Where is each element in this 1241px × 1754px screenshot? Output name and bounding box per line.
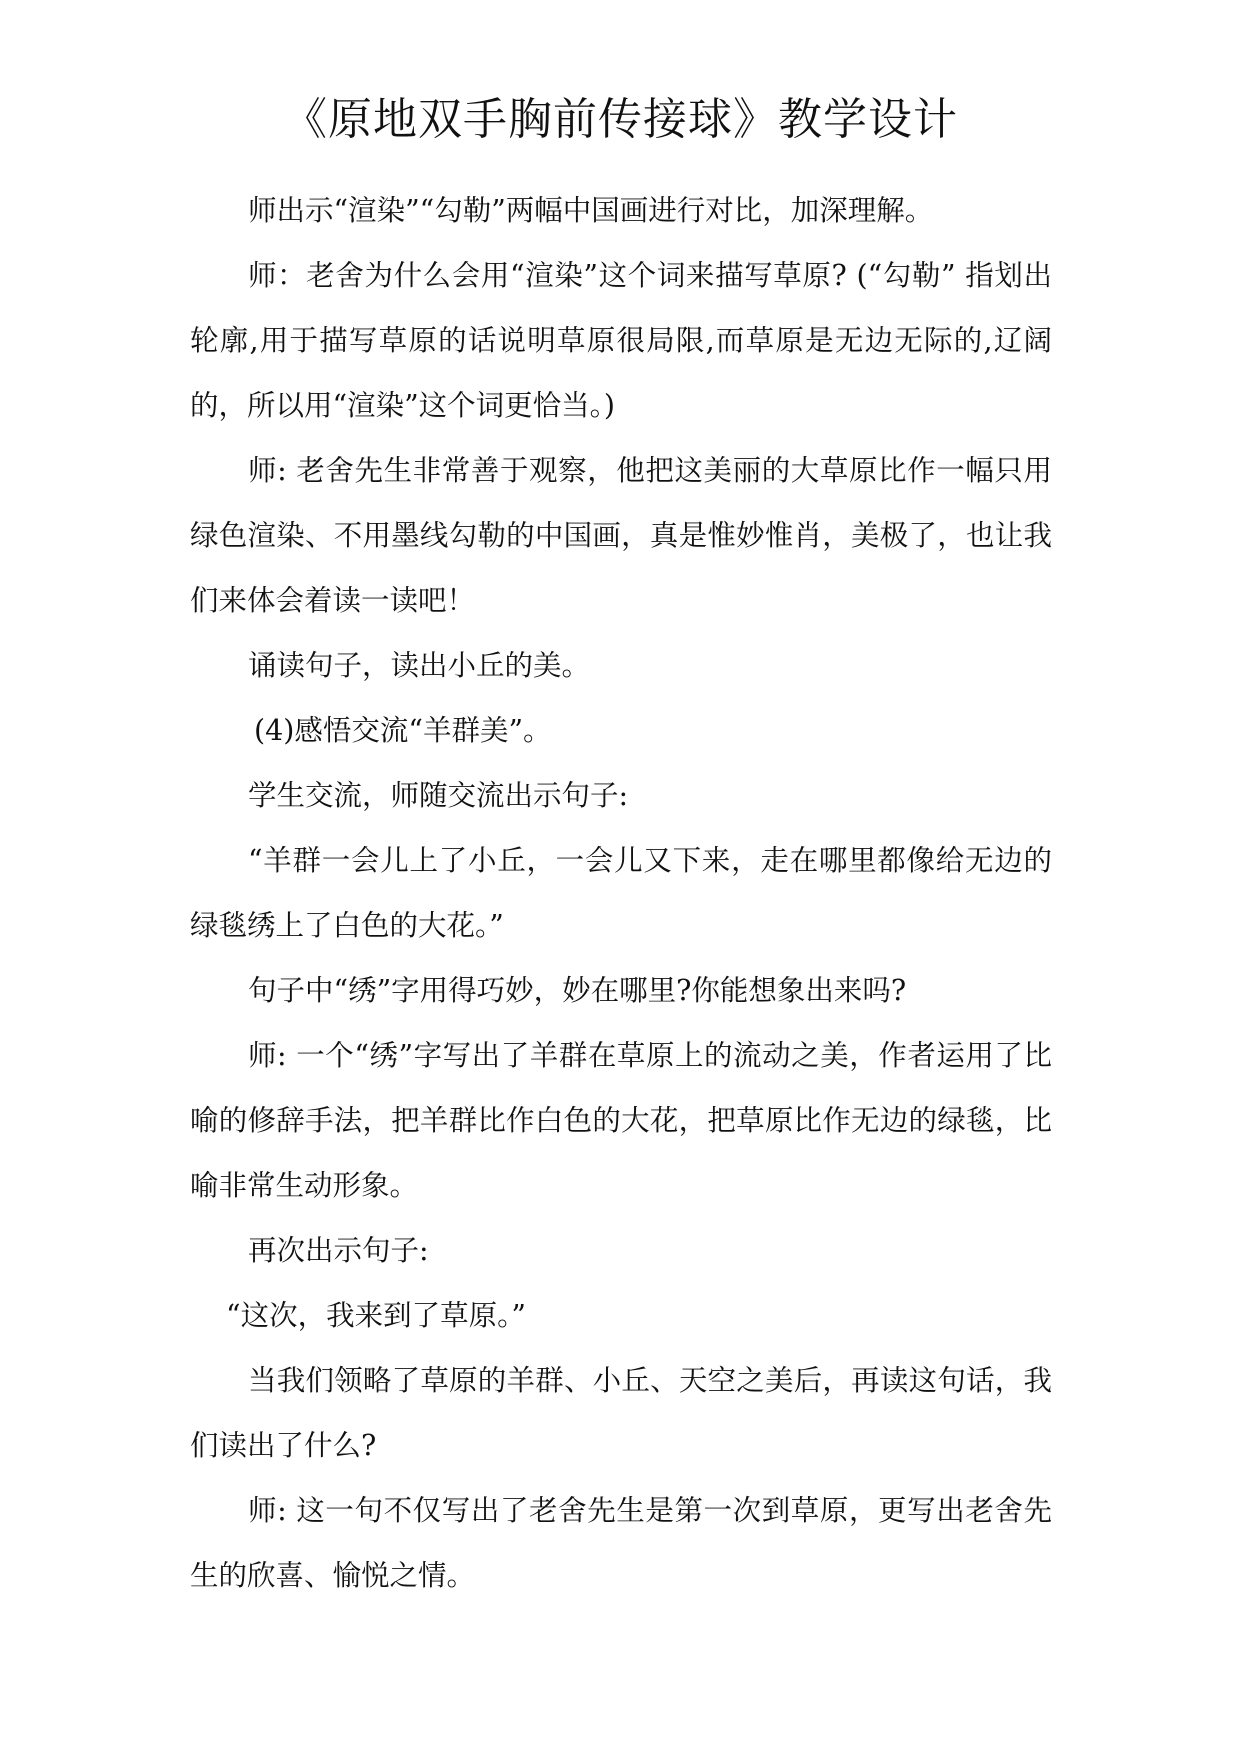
paragraph: 再次出示句子:	[248, 1234, 429, 1267]
paragraph: (4)感悟交流“羊群美”。	[254, 714, 552, 747]
paragraph: 师: 老舍先生非常善于观察，他把这美丽的大草原比作一幅只用绿色渲染、不用墨线勾勒的中国画，真是惟妙惟肖，美极了，也让我们来体会着读一读吧！	[190, 454, 1052, 617]
paragraph: 当我们领略了草原的羊群、小丘、天空之美后，再读这句话，我们读出了什么?	[190, 1364, 1052, 1462]
paragraph: 师出示“渲染”“勾勒”两幅中国画进行对比，加深理解。	[248, 194, 934, 227]
paragraph: “这次，我来到了草原。”	[226, 1299, 526, 1332]
paragraph: “羊群一会儿上了小丘，一会儿又下来，走在哪里都像给无边的绿毯绣上了白色的大花。”	[190, 844, 1052, 942]
paragraph: 师: 这一句不仅写出了老舍先生是第一次到草原，更写出老舍先生的欣喜、愉悦之情。	[190, 1494, 1052, 1592]
document-body	[190, 178, 1052, 1608]
paragraph: 诵读句子，读出小丘的美。	[248, 649, 591, 682]
paragraph: 学生交流，师随交流出示句子:	[248, 779, 629, 812]
document-title: 《原地双手胸前传接球》教学设计	[283, 94, 958, 145]
paragraph: 师：老舍为什么会用“渲染”这个词来描写草原? (“勾勒” 指划出轮廓,用于描写草原的话说明草原很局限,而草原是无边无际的,辽阔的，所以用“渲染”这个词更恰当。)	[190, 259, 1052, 422]
paragraph: 句子中“绣”字用得巧妙，妙在哪里?你能想象出来吗?	[248, 974, 907, 1007]
paragraph: 师: 一个“绣”字写出了羊群在草原上的流动之美，作者运用了比喻的修辞手法，把羊群比作白色的大花，把草原比作无边的绿毯，比喻非常生动形象。	[190, 1039, 1052, 1202]
